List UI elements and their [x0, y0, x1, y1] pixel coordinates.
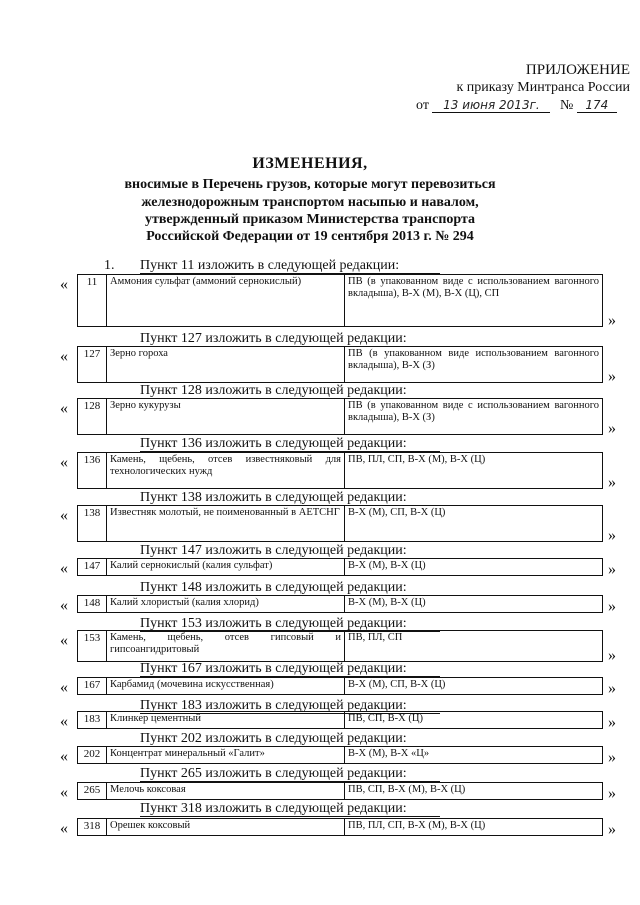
item-number: 147: [78, 559, 107, 576]
item-heading: Пункт 127 изложить в следующей редакции:: [140, 331, 440, 347]
amendment-table: [77, 274, 603, 327]
item-number: 265: [78, 783, 107, 800]
item-number: 167: [78, 678, 107, 695]
quote-close: »: [608, 647, 616, 664]
cargo-name: Орешек коксовый: [107, 819, 345, 836]
table-row: [78, 506, 603, 542]
table-row: [78, 275, 603, 327]
item-number: 202: [78, 747, 107, 764]
quote-close: »: [608, 714, 616, 731]
item-number: 318: [78, 819, 107, 836]
item-heading: Пункт 11 изложить в следующей редакции:: [140, 258, 440, 274]
order-date-line: [416, 98, 617, 114]
transport-conditions: ПВ, СП, В-Х (Ц): [345, 712, 603, 729]
item-heading: Пункт 128 изложить в следующей редакции:: [140, 383, 440, 399]
quote-close: »: [608, 368, 616, 385]
item-number: 127: [78, 347, 107, 383]
quote-open: «: [60, 632, 68, 649]
table-row: [78, 631, 603, 662]
transport-conditions: В-Х (М), В-Х (Ц): [345, 596, 603, 613]
first-point-number: 1.: [104, 258, 115, 273]
table-row: [78, 712, 603, 729]
transport-conditions: ПВ, ПЛ, СП: [345, 631, 603, 662]
transport-conditions: ПВ (в упакованном виде с использованием вагонного вкладыша), В-Х (З): [345, 399, 603, 435]
title-line-3: утвержденный приказом Министерства транспорта: [144, 212, 476, 227]
item-number: 138: [78, 506, 107, 542]
quote-close: »: [608, 749, 616, 766]
quote-close: »: [608, 785, 616, 802]
quote-close: »: [608, 561, 616, 578]
cargo-name: Зерно кукурузы: [107, 399, 345, 435]
item-heading: Пункт 138 изложить в следующей редакции:: [140, 490, 440, 506]
quote-open: «: [60, 348, 68, 365]
title-line-2: железнодорожным транспортом насыпью и навалом,: [141, 195, 479, 210]
cargo-name: Концентрат минеральный «Галит»: [107, 747, 345, 764]
item-number: 11: [78, 275, 107, 327]
document-title: ИЗМЕНЕНИЯ,: [252, 155, 368, 172]
item-number: 136: [78, 453, 107, 489]
item-number: 153: [78, 631, 107, 662]
transport-conditions: В-Х (М), СП, В-Х (Ц): [345, 506, 603, 542]
transport-conditions: ПВ, ПЛ, СП, В-Х (М), В-Х (Ц): [345, 453, 603, 489]
quote-close: »: [608, 312, 616, 329]
order-reference: к приказу Минтранса России: [456, 80, 630, 95]
item-heading: Пункт 136 изложить в следующей редакции:: [140, 436, 440, 452]
amendment-table: [77, 595, 603, 613]
amendment-table: [77, 630, 603, 662]
cargo-name: Клинкер цементный: [107, 712, 345, 729]
amendment-table: [77, 346, 603, 383]
amendment-table: [77, 452, 603, 489]
quote-open: «: [60, 679, 68, 696]
amendment-table: [77, 782, 603, 800]
order-number-handwritten: 174: [577, 98, 617, 113]
quote-open: «: [60, 713, 68, 730]
amendment-table: [77, 505, 603, 542]
amendment-table: [77, 398, 603, 435]
transport-conditions: В-Х (М), СП, В-Х (Ц): [345, 678, 603, 695]
item-number: 183: [78, 712, 107, 729]
table-row: [78, 559, 603, 576]
table-row: [78, 347, 603, 383]
quote-close: »: [608, 680, 616, 697]
item-heading: Пункт 265 изложить в следующей редакции:: [140, 766, 440, 782]
item-heading: Пункт 153 изложить в следующей редакции:: [140, 616, 440, 632]
quote-open: «: [60, 560, 68, 577]
cargo-name: Аммония сульфат (аммоний сернокислый): [107, 275, 345, 327]
quote-open: «: [60, 400, 68, 417]
item-heading: Пункт 147 изложить в следующей редакции:: [140, 543, 440, 559]
date-prefix: от: [416, 98, 429, 113]
item-heading: Пункт 202 изложить в следующей редакции:: [140, 731, 440, 747]
cargo-name: Карбамид (мочевина искусственная): [107, 678, 345, 695]
item-number: 148: [78, 596, 107, 613]
table-row: [78, 747, 603, 764]
transport-conditions: ПВ (в упакованном виде использованием вагонного вкладыша), В-Х (З): [345, 347, 603, 383]
table-row: [78, 453, 603, 489]
cargo-name: Камень, щебень, отсев гипсовый и гипсоангидритовый: [107, 631, 345, 662]
item-heading: Пункт 148 изложить в следующей редакции:: [140, 580, 440, 596]
table-row: [78, 783, 603, 800]
quote-open: «: [60, 454, 68, 471]
quote-close: »: [608, 527, 616, 544]
item-number: 128: [78, 399, 107, 435]
quote-close: »: [608, 821, 616, 838]
amendment-table: [77, 558, 603, 576]
table-row: [78, 399, 603, 435]
transport-conditions: ПВ, ПЛ, СП, В-Х (М), В-Х (Ц): [345, 819, 603, 836]
transport-conditions: В-Х (М), В-Х (Ц): [345, 559, 603, 576]
amendment-table: [77, 818, 603, 836]
amendment-table: [77, 711, 603, 729]
quote-open: «: [60, 276, 68, 293]
cargo-name: Зерно гороха: [107, 347, 345, 383]
quote-open: «: [60, 507, 68, 524]
quote-open: «: [60, 748, 68, 765]
item-heading: Пункт 183 изложить в следующей редакции:: [140, 698, 440, 714]
quote-close: »: [608, 598, 616, 615]
amendment-table: [77, 746, 603, 764]
item-heading: Пункт 318 изложить в следующей редакции:: [140, 801, 440, 817]
quote-open: «: [60, 784, 68, 801]
title-line-4: Российской Федерации от 19 сентября 2013 г. № 294: [146, 229, 474, 244]
amendment-table: [77, 677, 603, 695]
item-heading: Пункт 167 изложить в следующей редакции:: [140, 661, 440, 677]
cargo-name: Калий хлористый (калия хлорид): [107, 596, 345, 613]
table-row: [78, 678, 603, 695]
transport-conditions: В-Х (М), В-Х «Ц»: [345, 747, 603, 764]
table-row: [78, 819, 603, 836]
cargo-name: Мелочь коксовая: [107, 783, 345, 800]
cargo-name: Камень, щебень, отсев известняковый для технологических нужд: [107, 453, 345, 489]
number-prefix: №: [559, 98, 574, 113]
transport-conditions: ПВ, СП, В-Х (М), В-Х (Ц): [345, 783, 603, 800]
quote-open: «: [60, 820, 68, 837]
quote-close: »: [608, 420, 616, 437]
quote-close: »: [608, 474, 616, 491]
appendix-label: ПРИЛОЖЕНИЕ: [525, 62, 630, 78]
quote-open: «: [60, 597, 68, 614]
cargo-name: Известняк молотый, не поименованный в АЕТСНГ: [107, 506, 345, 542]
order-date-handwritten: 13 июня 2013г.: [432, 98, 550, 113]
transport-conditions: ПВ (в упакованном виде с использованием вагонного вкладыша), В-Х (М), В-Х (Ц), СП: [345, 275, 603, 327]
table-row: [78, 596, 603, 613]
title-line-1: вносимые в Перечень грузов, которые могут перевозиться: [124, 177, 496, 192]
cargo-name: Калий сернокислый (калия сульфат): [107, 559, 345, 576]
